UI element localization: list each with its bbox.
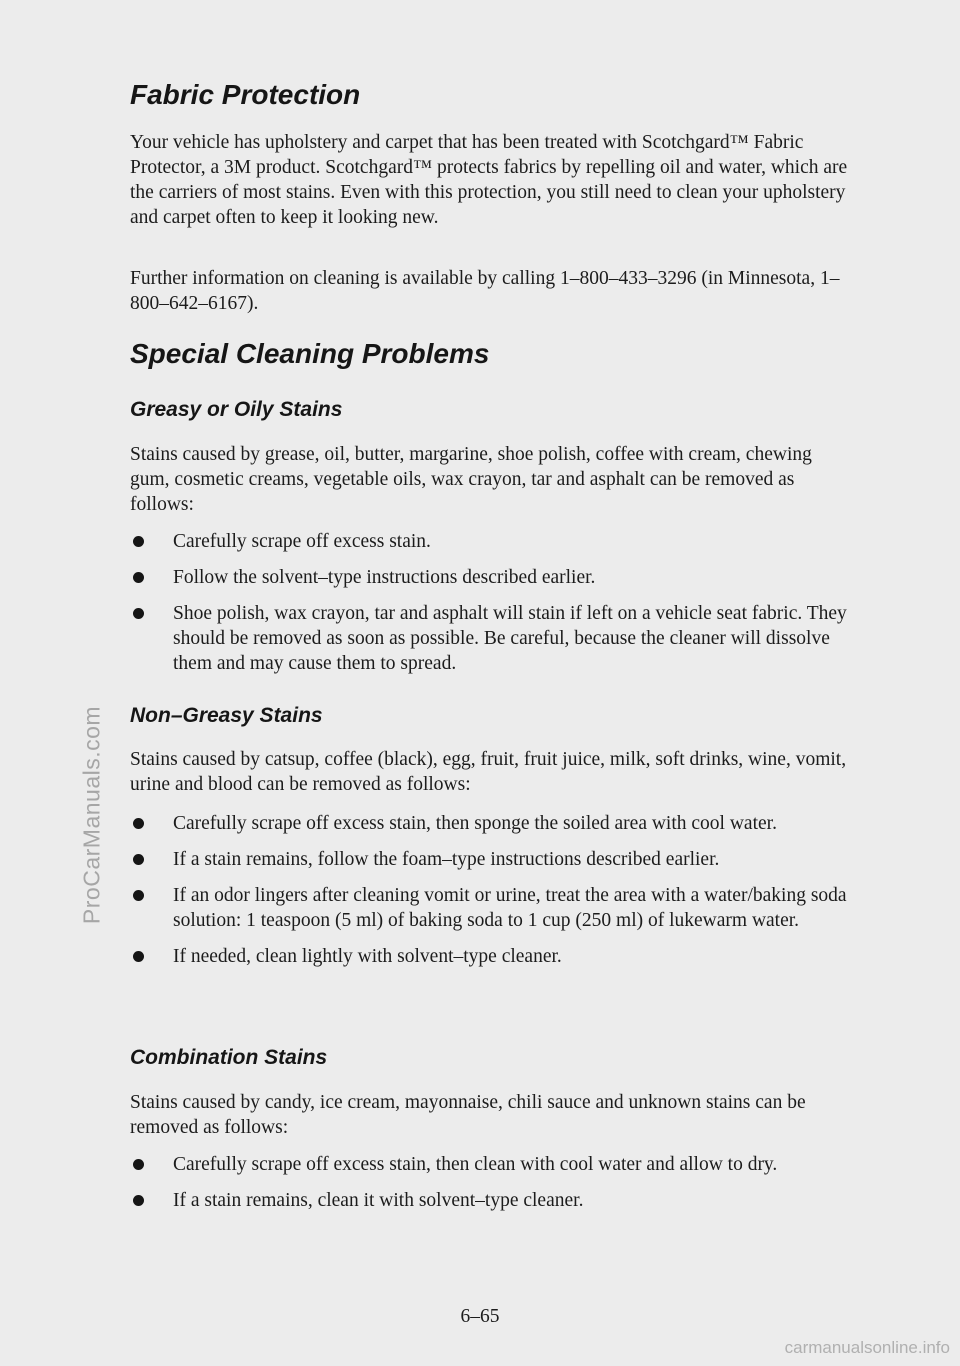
- list-item-text: If a stain remains, follow the foam–type instructions described earlier.: [173, 849, 720, 870]
- list-item: [130, 883, 850, 933]
- bullet-icon: [133, 1195, 144, 1206]
- bullet-icon: [133, 854, 144, 865]
- list-item: [130, 565, 850, 590]
- cleaning-info-paragraph: Further information on cleaning is available by calling 1–800–433–3296 (in Minnesota, 1–800–642–6167).: [130, 268, 840, 314]
- list-item: [130, 529, 850, 554]
- non-greasy-stains-list: [130, 811, 850, 980]
- non-greasy-stains-heading: Non–Greasy Stains: [130, 704, 323, 727]
- list-item: [130, 847, 850, 872]
- non-greasy-stains-intro: Stains caused by catsup, coffee (black), egg, fruit, fruit juice, milk, soft drinks, wine, vomit, urine and blood can be removed as follows:: [130, 749, 847, 795]
- list-item: [130, 1188, 850, 1213]
- list-item-text: If a stain remains, clean it with solvent–type cleaner.: [173, 1190, 584, 1211]
- greasy-stains-intro: Stains caused by grease, oil, butter, margarine, shoe polish, coffee with cream, chewing gum, cosmetic creams, vegetable oils, wax crayon, tar and asphalt can be removed as follows:: [130, 444, 812, 515]
- bullet-icon: [133, 536, 144, 547]
- bullet-icon: [133, 818, 144, 829]
- list-item: [130, 811, 850, 836]
- list-item: [130, 1152, 850, 1177]
- combination-stains-intro: Stains caused by candy, ice cream, mayonnaise, chili sauce and unknown stains can be removed as follows:: [130, 1092, 806, 1138]
- list-item-text: Carefully scrape off excess stain, then clean with cool water and allow to dry.: [173, 1154, 778, 1175]
- page-number: 6–65: [460, 1306, 500, 1327]
- list-item: [130, 944, 850, 969]
- greasy-stains-heading: Greasy or Oily Stains: [130, 398, 343, 421]
- list-item: [130, 601, 850, 676]
- combination-stains-list: [130, 1152, 850, 1224]
- combination-stains-heading: Combination Stains: [130, 1046, 328, 1069]
- special-cleaning-heading: Special Cleaning Problems: [130, 338, 490, 369]
- greasy-stains-list: [130, 529, 850, 687]
- list-item-text: If needed, clean lightly with solvent–type cleaner.: [173, 946, 562, 967]
- bullet-icon: [133, 1159, 144, 1170]
- bullet-icon: [133, 890, 144, 901]
- list-item-text: Carefully scrape off excess stain, then sponge the soiled area with cool water.: [173, 813, 777, 834]
- bullet-icon: [133, 608, 144, 619]
- list-item-text: Shoe polish, wax crayon, tar and asphalt will stain if left on a vehicle seat fabric. They should be removed as soon as possible. Be careful, because the cleaner will dissolve them and may cause them to spread.: [173, 603, 847, 674]
- list-item-text: If an odor lingers after cleaning vomit or urine, treat the area with a water/baking soda solution: 1 teaspoon (5 ml) of baking soda to 1 cup (250 ml) of lukewarm water.: [173, 885, 847, 931]
- bullet-icon: [133, 951, 144, 962]
- fabric-protection-heading: Fabric Protection: [130, 79, 361, 110]
- list-item-text: Follow the solvent–type instructions described earlier.: [173, 567, 596, 588]
- bullet-icon: [133, 572, 144, 583]
- list-item-text: Carefully scrape off excess stain.: [173, 531, 431, 552]
- side-watermark: ProCarManuals.com: [78, 705, 105, 925]
- bottom-watermark: carmanualsonline.info: [784, 1338, 950, 1357]
- fabric-protection-paragraph: Your vehicle has upholstery and carpet that has been treated with Scotchgard™ Fabric Protector, a 3M product. Scotchgard™ protects fabrics by repelling oil and water, which are the carriers of most stains. Even with this protection, you still need to clean your upholstery and carpet often to keep it looking new.: [130, 132, 848, 228]
